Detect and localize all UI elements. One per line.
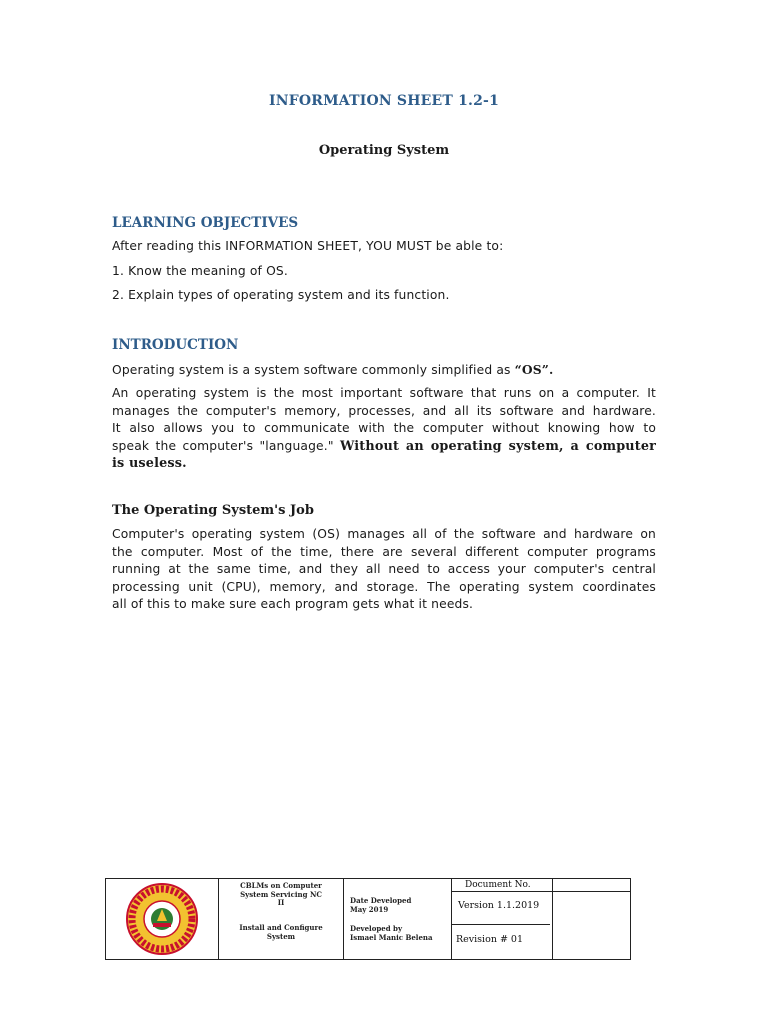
intro-line-text: speak the computer's "language." <box>112 438 340 453</box>
intro-definition <box>112 361 553 380</box>
introduction-heading: INTRODUCTION <box>112 337 239 353</box>
module-title <box>220 924 342 941</box>
developer-label: Developed by <box>350 924 403 933</box>
objective-item-2: 2. Explain types of operating system and its function. <box>112 288 450 302</box>
course-line: II <box>277 898 285 907</box>
sheet-title: INFORMATION SHEET 1.2-1 <box>268 93 500 109</box>
module-line: System <box>266 931 296 941</box>
document-footer-table <box>105 878 631 960</box>
college-seal-icon <box>123 881 201 957</box>
course-line: CBLMs on Computer <box>240 881 322 890</box>
version-label: Version 1.1.2019 <box>458 900 540 911</box>
os-job-heading: The Operating System's Job <box>112 503 314 518</box>
intro-line: It also allows you to communicate with the computer without knowing how to <box>112 421 656 435</box>
developed-by <box>350 925 450 942</box>
intro-line: An operating system is the most important software that runs on a computer. It <box>112 386 656 400</box>
module-line: Install and Configure <box>239 923 323 932</box>
os-job-paragraph <box>112 526 656 614</box>
os-abbrev: “OS”. <box>514 362 554 377</box>
date-developed <box>350 897 450 914</box>
job-line: all of this to make sure each program gets what it needs. <box>112 597 474 611</box>
objective-item-1: 1. Know the meaning of OS. <box>112 264 288 278</box>
intro-line <box>112 438 656 456</box>
date-value: May 2019 <box>350 904 389 914</box>
course-title <box>220 882 342 908</box>
intro-emphasis: Without an operating system, a computer <box>340 438 657 454</box>
objectives-heading: LEARNING OBJECTIVES <box>112 215 299 231</box>
job-line: running at the same time, and they all need to access your computer's central <box>112 562 656 576</box>
job-line: Computer's operating system (OS) manages all of the software and hardware on <box>112 527 656 541</box>
college-logo <box>106 879 218 959</box>
intro-definition-text: Operating system is a system software commonly simplified as <box>112 363 515 377</box>
job-line: the computer. Most of the time, there are several different computer programs <box>112 544 656 559</box>
topic-title: Operating System <box>318 143 450 158</box>
objectives-intro: After reading this INFORMATION SHEET, YOU MUST be able to: <box>112 239 504 253</box>
job-line: processing unit (CPU), memory, and storage. The operating system coordinates <box>112 579 656 594</box>
developer-name: Ismael Manic Belena <box>350 932 433 942</box>
intro-paragraph <box>112 385 656 473</box>
intro-line: manages the computer's memory, processes, and all its software and hardware. <box>112 403 656 418</box>
date-label: Date Developed <box>350 896 412 905</box>
intro-emphasis-end: is useless. <box>112 456 187 471</box>
course-line: System Servicing NC <box>240 889 322 899</box>
revision-label: Revision # 01 <box>456 934 524 945</box>
document-number-label: Document No. <box>465 880 531 890</box>
